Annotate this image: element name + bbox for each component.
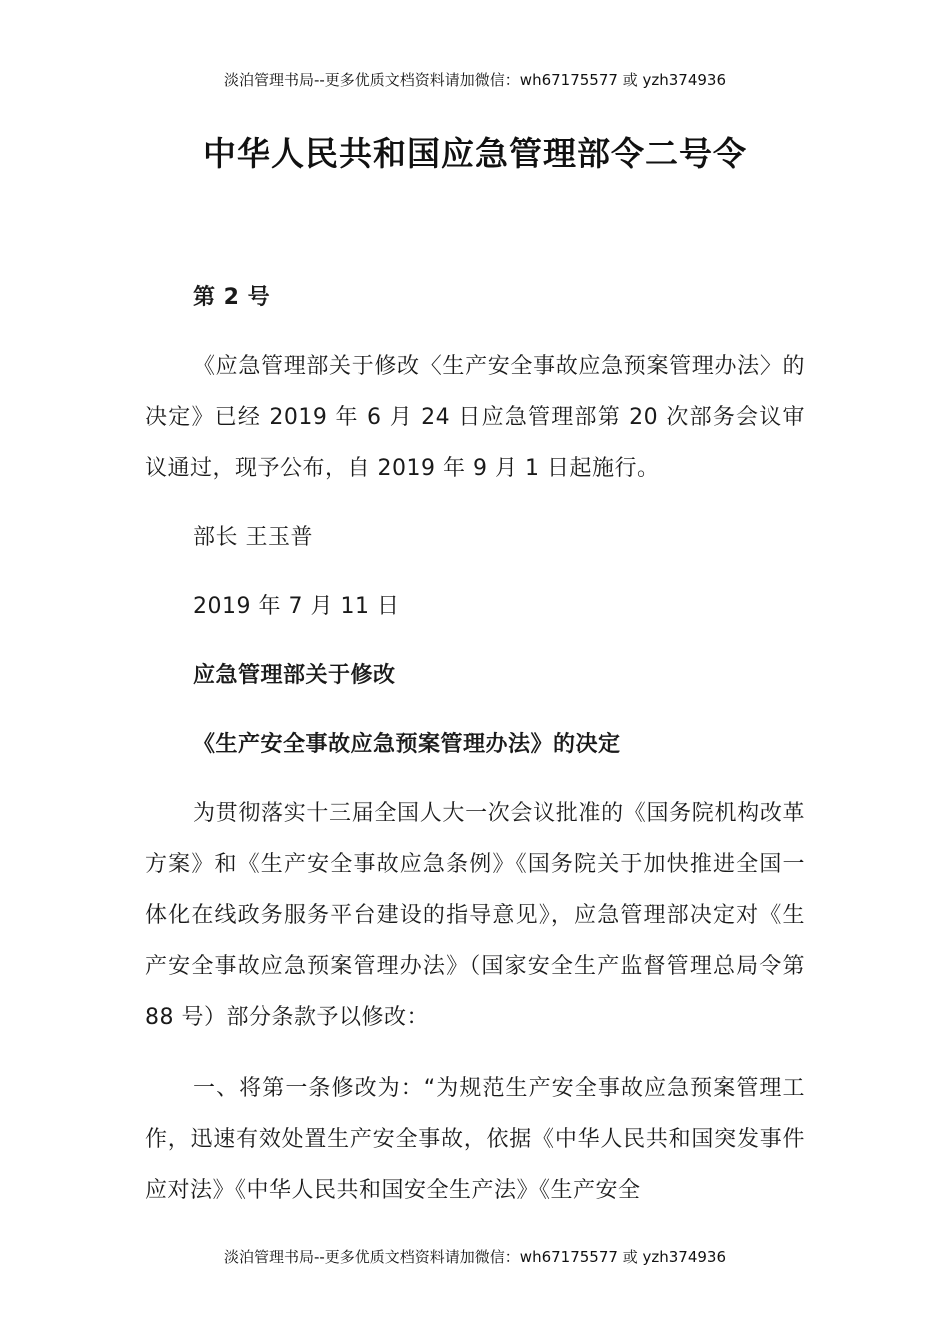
body-paragraph-2: 一、将第一条修改为：“为规范生产安全事故应急预案管理工作，迅速有效处置生产安全事故，依据《中华人民共和国突发事件应对法》《中华人民共和国安全生产法》《生产安全: [145, 1076, 805, 1203]
intro-paragraph: 《应急管理部关于修改〈生产安全事故应急预案管理办法〉的决定》已经 2019 年 6 月 24 日应急管理部第 20 次部务会议审议通过，现予公布，自 2019 年 9 月 1 日起施行。: [145, 354, 805, 481]
order-number: 第 2 号: [193, 285, 271, 310]
decision-heading-line2: 《生产安全事故应急预案管理办法》的决定: [193, 732, 621, 757]
document-body: [145, 272, 805, 1216]
document-title: 中华人民共和国应急管理部令二号令: [203, 134, 747, 173]
body-paragraph-1: 为贯彻落实十三届全国人大一次会议批准的《国务院机构改革方案》和《生产安全事故应急条例》《国务院关于加快推进全国一体化在线政务服务平台建设的指导意见》，应急管理部决定对《生产安全事故应急预案管理办法》（国家安全生产监督管理总局令第 88 号）部分条款予以修改：: [145, 801, 805, 1030]
issue-date: 2019 年 7 月 11 日: [193, 594, 400, 619]
header-note: 淡泊管理书局--更多优质文档资料请加微信：wh67175577 或 yzh374936: [223, 71, 726, 89]
footer-note: 淡泊管理书局--更多优质文档资料请加微信：wh67175577 或 yzh374936: [223, 1248, 726, 1266]
decision-heading-line1: 应急管理部关于修改: [193, 663, 396, 688]
minister-signature: 部长 王玉普: [193, 525, 313, 550]
